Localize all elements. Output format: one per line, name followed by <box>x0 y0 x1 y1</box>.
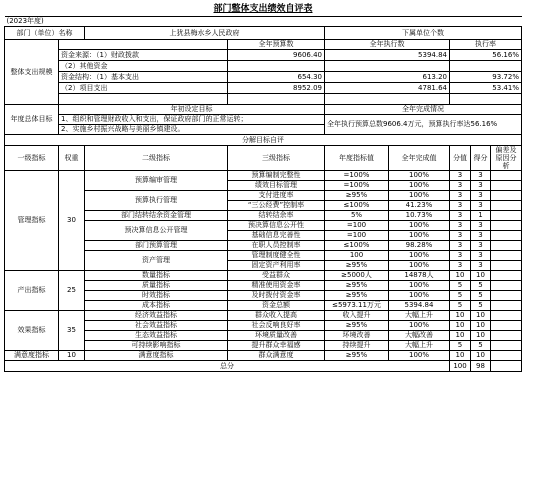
indicator-row <box>5 310 522 320</box>
deviation-analysis <box>491 280 522 290</box>
deviation-analysis <box>491 330 522 340</box>
level2-indicator: 时效指标 <box>85 290 228 300</box>
level2-indicator: 预算执行管理 <box>85 190 228 210</box>
annual-target-value: =100 <box>325 220 389 230</box>
annual-target-value: =100 <box>325 230 389 240</box>
annual-goal-label: 年度总体目标 <box>5 104 59 134</box>
col-completion: 全年完成值 <box>389 145 450 170</box>
col-score: 得分 <box>471 145 491 170</box>
points-value: 3 <box>450 240 471 250</box>
completion-value: 100% <box>389 180 450 190</box>
indicator-row <box>5 350 522 360</box>
annual-target-value: 环境改善 <box>325 330 389 340</box>
score-value: 5 <box>471 300 491 310</box>
indicator-weight: 35 <box>59 310 85 350</box>
points-value: 3 <box>450 220 471 230</box>
col-level2: 二级指标 <box>85 145 228 170</box>
annual-target-value: ≥95% <box>325 280 389 290</box>
level3-indicator: 固定资产利用率 <box>228 260 325 270</box>
deviation-analysis <box>491 270 522 280</box>
overall-row-2-budget: 654.30 <box>228 71 325 82</box>
overall-row-3-exec: 4781.64 <box>325 82 450 93</box>
points-value: 5 <box>450 340 471 350</box>
level3-indicator: 预决算信息公开性 <box>228 220 325 230</box>
level2-indicator: 部门预算管理 <box>85 240 228 250</box>
points-value: 5 <box>450 280 471 290</box>
score-value: 3 <box>471 260 491 270</box>
level3-indicator: 群众满意度 <box>228 350 325 360</box>
level2-indicator: 资产管理 <box>85 250 228 270</box>
indicator-weight: 10 <box>59 350 85 360</box>
score-value: 10 <box>471 330 491 340</box>
level3-indicator: “三公经费”控制率 <box>228 200 325 210</box>
completion-head: 全年完成情况 <box>325 104 522 114</box>
level2-indicator: 社会效益指标 <box>85 320 228 330</box>
score-value: 5 <box>471 280 491 290</box>
annual-target-value: ≥95% <box>325 320 389 330</box>
points-value: 10 <box>450 310 471 320</box>
overall-spending-label: 整体支出规模 <box>5 39 59 104</box>
deviation-analysis <box>491 310 522 320</box>
level2-indicator: 数量指标 <box>85 270 228 280</box>
initial-goal-line-1: 1、组织和管理财政收入和支出，保证政府部门的正常运转； <box>59 114 325 124</box>
level3-indicator: 资金总额 <box>228 300 325 310</box>
level2-indicator: 成本指标 <box>85 300 228 310</box>
score-value: 3 <box>471 250 491 260</box>
level3-indicator: 受益群众 <box>228 270 325 280</box>
deviation-analysis <box>491 290 522 300</box>
points-value: 3 <box>450 210 471 220</box>
annual-target-value: ≥95% <box>325 350 389 360</box>
deviation-analysis <box>491 220 522 230</box>
total-score: 98 <box>471 360 491 371</box>
report-title: 部门整体支出绩效自评表 <box>5 3 522 16</box>
completion-value: 14878人 <box>389 270 450 280</box>
overall-row-0-label: 资金来源：（1）财政拨款 <box>59 49 228 60</box>
overall-row-1-exec <box>325 60 450 71</box>
score-value: 3 <box>471 170 491 180</box>
indicator-row <box>5 170 522 180</box>
completion-value: 100% <box>389 190 450 200</box>
deviation-analysis <box>491 320 522 330</box>
completion-text: 全年执行预算总数9606.4万元，预算执行率达56.16% <box>325 114 522 134</box>
col-deviation-analysis: 偏差及原因分析 <box>491 145 522 170</box>
completion-value: 5394.84 <box>389 300 450 310</box>
overall-row-2-exec: 613.20 <box>325 71 450 82</box>
score-value: 3 <box>471 200 491 210</box>
level2-indicator: 可持续影响指标 <box>85 340 228 350</box>
annual-target-value: =100% <box>325 170 389 180</box>
indicator-row <box>5 270 522 280</box>
annual-target-value: =100% <box>325 180 389 190</box>
col-full-year-exec: 全年执行数 <box>325 39 450 49</box>
points-value: 3 <box>450 170 471 180</box>
overall-row-0-exec: 5394.84 <box>325 49 450 60</box>
overall-row-1-label: （2）其他资金 <box>59 60 228 71</box>
level1-indicator: 管理指标 <box>5 170 59 270</box>
completion-value: 100% <box>389 250 450 260</box>
points-value: 3 <box>450 230 471 240</box>
points-value: 10 <box>450 320 471 330</box>
deviation-analysis <box>491 210 522 220</box>
indicator-weight: 30 <box>59 170 85 270</box>
deviation-analysis <box>491 230 522 240</box>
deviation-analysis <box>491 300 522 310</box>
sub-indicator-head: 分解目标自评 <box>5 134 522 145</box>
completion-value: 10.73% <box>389 210 450 220</box>
annual-target-value: ≥95% <box>325 260 389 270</box>
level1-indicator: 效果指标 <box>5 310 59 350</box>
deviation-analysis <box>491 250 522 260</box>
points-value: 5 <box>450 300 471 310</box>
score-value: 10 <box>471 310 491 320</box>
overall-row-1-rate <box>450 60 522 71</box>
points-value: 10 <box>450 330 471 340</box>
completion-value: 100% <box>389 170 450 180</box>
overall-row-1-budget <box>228 60 325 71</box>
level3-indicator: 管理制度健全性 <box>228 250 325 260</box>
level3-indicator: 及时拨付资金率 <box>228 290 325 300</box>
score-value: 3 <box>471 220 491 230</box>
completion-value: 100% <box>389 220 450 230</box>
overall-row-0-budget: 9606.40 <box>228 49 325 60</box>
annual-target-value: 5% <box>325 210 389 220</box>
col-level1: 一级指标 <box>5 145 59 170</box>
report-table <box>4 3 522 372</box>
completion-value: 大幅上升 <box>389 310 450 320</box>
level2-indicator: 生态效益指标 <box>85 330 228 340</box>
level3-indicator: 在职人员控制率 <box>228 240 325 250</box>
score-value: 3 <box>471 190 491 200</box>
overall-row-3-rate: 53.41% <box>450 82 522 93</box>
deviation-analysis <box>491 170 522 180</box>
points-value: 3 <box>450 260 471 270</box>
deviation-analysis <box>491 200 522 210</box>
level1-indicator: 满意度指标 <box>5 350 59 360</box>
score-value: 10 <box>471 320 491 330</box>
score-value: 3 <box>471 240 491 250</box>
level3-indicator: 基础信息完善性 <box>228 230 325 240</box>
deviation-analysis <box>491 260 522 270</box>
deviation-analysis <box>491 350 522 360</box>
deviation-analysis <box>491 190 522 200</box>
overall-row-3-label: （2）项目支出 <box>59 82 228 93</box>
indicator-weight: 25 <box>59 270 85 310</box>
score-value: 3 <box>471 230 491 240</box>
unit-value: 上犹县梅水乡人民政府 <box>85 26 325 39</box>
points-value: 3 <box>450 180 471 190</box>
annual-target-value: 收入提升 <box>325 310 389 320</box>
annual-target-value: ≥95% <box>325 290 389 300</box>
deviation-analysis <box>491 180 522 190</box>
points-value: 10 <box>450 270 471 280</box>
total-blank <box>491 360 522 371</box>
level2-indicator: 经济效益指标 <box>85 310 228 320</box>
completion-value: 大幅上升 <box>389 340 450 350</box>
level3-indicator: 群众收入提高 <box>228 310 325 320</box>
level2-indicator: 部门结转结余资金管理 <box>85 210 228 220</box>
annual-target-value: ≤5973.11万元 <box>325 300 389 310</box>
completion-value: 100% <box>389 260 450 270</box>
points-value: 5 <box>450 290 471 300</box>
points-value: 3 <box>450 250 471 260</box>
level1-indicator: 产出指标 <box>5 270 59 310</box>
level2-indicator: 预算编审管理 <box>85 170 228 190</box>
col-exec-rate: 执行率 <box>450 39 522 49</box>
overall-row-4-label <box>59 93 228 104</box>
score-value: 1 <box>471 210 491 220</box>
level3-indicator: 支付进度率 <box>228 190 325 200</box>
level2-indicator: 质量指标 <box>85 280 228 290</box>
col-target: 年度指标值 <box>325 145 389 170</box>
overall-row-0-rate: 56.16% <box>450 49 522 60</box>
annual-target-value: ≥5000人 <box>325 270 389 280</box>
total-label: 总分 <box>5 360 450 371</box>
completion-value: 100% <box>389 280 450 290</box>
level3-indicator: 精准使用资金率 <box>228 280 325 290</box>
level3-indicator: 环境质量改善 <box>228 330 325 340</box>
overall-blank <box>59 39 228 49</box>
level3-indicator: 绩效目标管理 <box>228 180 325 190</box>
level3-indicator: 结转结余率 <box>228 210 325 220</box>
completion-value: 100% <box>389 320 450 330</box>
col-weight: 权重 <box>59 145 85 170</box>
annual-target-value: 100 <box>325 250 389 260</box>
overall-row-4-exec <box>325 93 450 104</box>
deviation-analysis <box>491 340 522 350</box>
points-value: 3 <box>450 200 471 210</box>
completion-value: 98.28% <box>389 240 450 250</box>
score-value: 10 <box>471 270 491 280</box>
completion-value: 100% <box>389 230 450 240</box>
completion-value: 大幅改善 <box>389 330 450 340</box>
col-points: 分值 <box>450 145 471 170</box>
annual-target-value: ≤100% <box>325 200 389 210</box>
report-year: (2023年度) <box>6 17 44 25</box>
completion-value: 100% <box>389 350 450 360</box>
unit-label: 部门（单位）名称 <box>5 26 85 39</box>
points-value: 10 <box>450 350 471 360</box>
overall-row-3-budget: 8952.09 <box>228 82 325 93</box>
level3-indicator: 提升群众幸福感 <box>228 340 325 350</box>
annual-target-value: ≥95% <box>325 190 389 200</box>
col-level3: 三级指标 <box>228 145 325 170</box>
overall-row-4-rate <box>450 93 522 104</box>
score-value: 5 <box>471 340 491 350</box>
completion-value: 41.23% <box>389 200 450 210</box>
score-value: 10 <box>471 350 491 360</box>
score-value: 3 <box>471 180 491 190</box>
total-points: 100 <box>450 360 471 371</box>
level2-indicator: 预决算信息公开管理 <box>85 220 228 240</box>
completion-value: 100% <box>389 290 450 300</box>
annual-target-value: ≤100% <box>325 240 389 250</box>
deviation-analysis <box>491 240 522 250</box>
indicator-rows <box>5 170 522 360</box>
subunit-count: 下属单位个数 <box>325 26 522 39</box>
col-annual-budget: 全年预算数 <box>228 39 325 49</box>
initial-goal-head: 年初设定目标 <box>59 104 325 114</box>
overall-row-4-budget <box>228 93 325 104</box>
points-value: 3 <box>450 190 471 200</box>
level2-indicator: 满意度指标 <box>85 350 228 360</box>
score-value: 5 <box>471 290 491 300</box>
overall-row-2-label: 资金结构：（1）基本支出 <box>59 71 228 82</box>
annual-target-value: 持续提升 <box>325 340 389 350</box>
initial-goal-line-2: 2、实施乡村振兴战略与美丽乡镇建设。 <box>59 124 325 134</box>
level3-indicator: 预算编制完整性 <box>228 170 325 180</box>
level3-indicator: 社会反响良好率 <box>228 320 325 330</box>
overall-row-2-rate: 93.72% <box>450 71 522 82</box>
indicator-header-row <box>5 145 522 170</box>
